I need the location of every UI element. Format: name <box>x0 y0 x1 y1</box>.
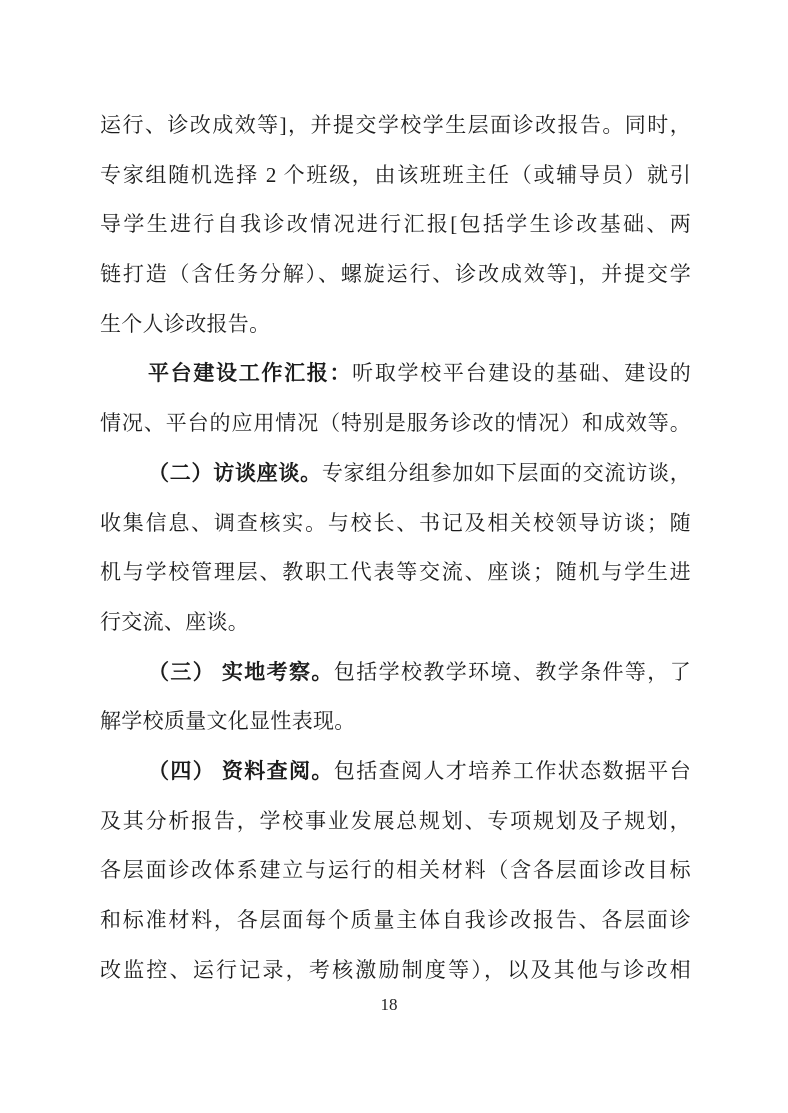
line-text: 导学生进行自我诊改情况进行汇报[包括学生诊改基础、两 <box>100 212 691 237</box>
line-text: 机与学校管理层、教职工代表等交流、座谈；随机与学生进 <box>100 560 691 585</box>
line-text: 运行、诊改成效等]，并提交学校学生层面诊改报告。同时， <box>100 113 691 137</box>
heading-section-2: （二）访谈座谈。 <box>148 460 322 485</box>
text-line <box>100 349 691 399</box>
text-line <box>100 200 691 250</box>
line-text: 专家组分组参加如下层面的交流访谈， <box>321 460 691 485</box>
text-line <box>100 896 691 946</box>
line-text: 各层面诊改体系建立与运行的相关材料（含各层面诊改目标 <box>100 858 691 883</box>
text-line <box>100 846 691 896</box>
line-text: 解学校质量文化显性表现。 <box>100 709 356 734</box>
line-text: 情况、平台的应用情况（特别是服务诊改的情况）和成效等。 <box>100 411 691 436</box>
heading-section-3: （三） 实地考察。 <box>148 659 334 684</box>
line-text: 生个人诊改报告。 <box>100 311 271 336</box>
text-line <box>100 399 691 449</box>
text-line <box>100 697 691 747</box>
text-line <box>100 151 691 201</box>
text-line <box>100 499 691 549</box>
text-line <box>100 449 691 499</box>
line-text: 包括查阅人才培养工作状态数据平台 <box>333 758 691 783</box>
text-line <box>100 101 691 151</box>
text-line <box>100 598 691 648</box>
line-text: 包括学校教学环境、教学条件等，了 <box>333 659 691 684</box>
line-text: 和标准材料，各层面每个质量主体自我诊改报告、各层面诊 <box>100 908 691 932</box>
text-line <box>100 747 691 797</box>
line-text: 改监控、运行记录，考核激励制度等），以及其他与诊改相 <box>100 957 691 982</box>
text-line <box>100 300 691 350</box>
body-text <box>100 101 691 995</box>
line-text: 行交流、座谈。 <box>100 609 250 634</box>
text-line <box>100 548 691 598</box>
text-line <box>100 797 691 847</box>
text-line <box>100 250 691 300</box>
page-number: 18 <box>380 995 398 1014</box>
text-line <box>100 648 691 698</box>
text-line <box>100 946 691 996</box>
line-text: 收集信息、调查核实。与校长、书记及相关校领导访谈；随 <box>100 510 691 535</box>
heading-platform-report: 平台建设工作汇报： <box>148 361 353 386</box>
line-text: 听取学校平台建设的基础、建设的 <box>352 361 692 386</box>
line-text: 链打造（含任务分解）、螺旋运行、诊改成效等]，并提交学 <box>100 262 691 287</box>
line-text: 及其分析报告，学校事业发展总规划、专项规划及子规划， <box>100 808 691 833</box>
heading-section-4: （四） 资料查阅。 <box>148 758 334 783</box>
line-text: 专家组随机选择 2 个班级，由该班班主任（或辅导员）就引 <box>100 162 691 187</box>
